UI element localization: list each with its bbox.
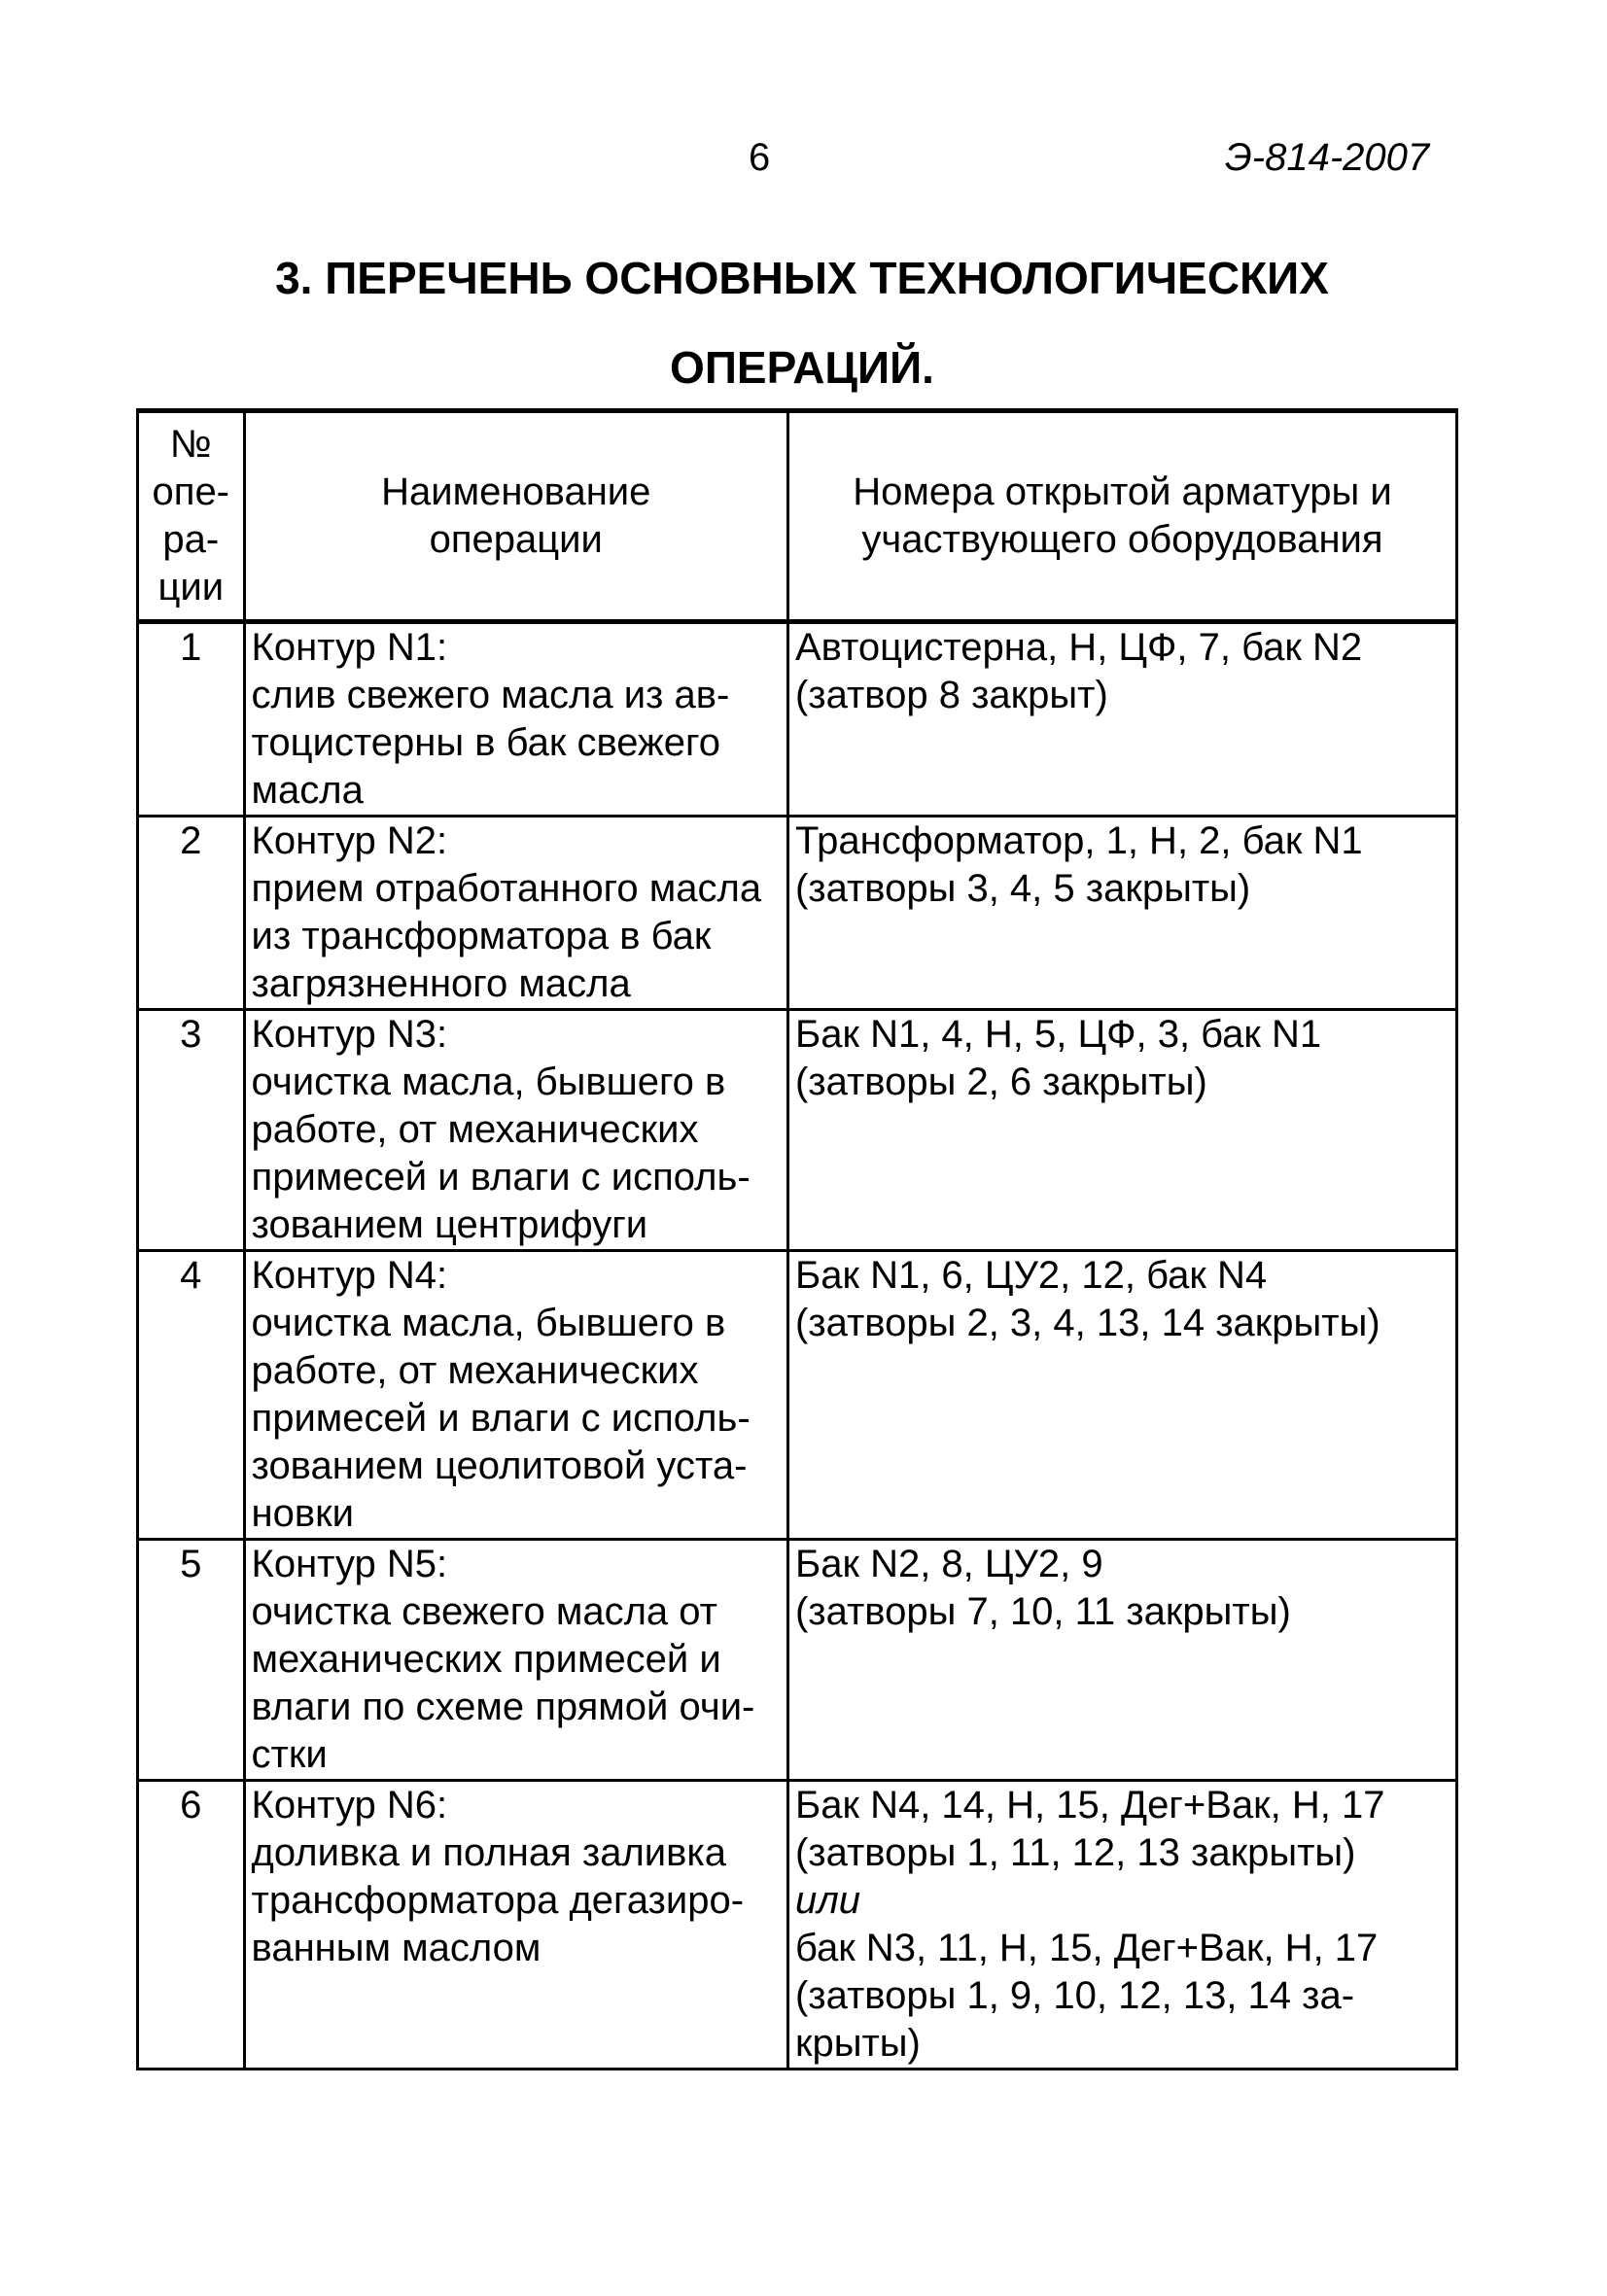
operation-number: 2 <box>138 817 245 1010</box>
text-line: Контур N6: <box>251 1784 448 1826</box>
text-line: Бак N1, 4, Н, 5, ЦФ, 3, бак N1 <box>794 1013 1322 1056</box>
text-line: загрязненного масла <box>251 962 631 1005</box>
text-line: Бак N1, 6, ЦУ2, 12, бак N4 <box>794 1254 1268 1297</box>
operation-name <box>244 622 787 817</box>
operation-name <box>244 1781 787 2070</box>
text-line: прием отработанного масла <box>251 867 762 910</box>
text-line: Контур N3: <box>251 1013 448 1056</box>
document-code: Э-814-2007 <box>1225 136 1430 179</box>
operations-table <box>136 408 1458 2070</box>
table-row <box>138 817 1457 1010</box>
operation-number: 5 <box>138 1540 245 1781</box>
text-line: работе, от механических <box>251 1108 699 1151</box>
text-line: очистка масла, бывшего в <box>251 1061 726 1103</box>
table-row <box>138 1251 1457 1540</box>
header-name-line: операции <box>429 518 603 561</box>
text-line: механических примесей и <box>251 1638 721 1681</box>
text-line: Бак N4, 14, Н, 15, Дег+Вак, Н, 17 <box>794 1784 1385 1826</box>
text-line-italic: или <box>794 1879 861 1922</box>
text-line: Контур N1: <box>251 626 448 669</box>
header-equipment <box>787 411 1456 622</box>
text-line: очистка свежего масла от <box>251 1590 717 1633</box>
header-number-line: ра- <box>162 518 220 561</box>
section-title <box>194 233 1410 412</box>
operation-name <box>244 1010 787 1251</box>
operation-equipment <box>787 1010 1456 1251</box>
table-row <box>138 622 1457 817</box>
text-line: очистка масла, бывшего в <box>251 1302 726 1344</box>
text-line: бак N3, 11, Н, 15, Дег+Вак, Н, 17 <box>794 1927 1379 1969</box>
text-line: Бак N2, 8, ЦУ2, 9 <box>794 1543 1103 1585</box>
operation-equipment <box>787 622 1456 817</box>
text-line: из трансформатора в бак <box>251 915 712 957</box>
table-row <box>138 1540 1457 1781</box>
operation-equipment <box>787 1251 1456 1540</box>
operation-name <box>244 1251 787 1540</box>
text-line: примесей и влаги с исполь- <box>251 1397 751 1440</box>
header-name-line: Наименование <box>381 470 651 513</box>
header-equipment-line: участвующего оборудования <box>861 518 1383 561</box>
section-title-line-1: 3. ПЕРЕЧЕНЬ ОСНОВНЫХ ТЕХНОЛОГИЧЕСКИХ <box>275 253 1329 303</box>
text-line: Автоцистерна, Н, ЦФ, 7, бак N2 <box>794 626 1363 669</box>
text-line: (затворы 2, 3, 4, 13, 14 закрыты) <box>794 1302 1380 1344</box>
header-operation-name <box>244 411 787 622</box>
page-number: 6 <box>749 136 771 179</box>
operation-number: 1 <box>138 622 245 817</box>
header-number-line: опе- <box>152 470 230 513</box>
text-line: стки <box>251 1733 328 1776</box>
text-line: Контур N5: <box>251 1543 448 1585</box>
text-line: тоцистерны в бак свежего <box>251 721 721 764</box>
header-number-line: ции <box>157 566 225 609</box>
text-line: зованием цеолитовой уста- <box>251 1444 748 1487</box>
operation-number: 3 <box>138 1010 245 1251</box>
operation-equipment <box>787 1781 1456 2070</box>
text-line: Трансформатор, 1, Н, 2, бак N1 <box>794 819 1363 862</box>
text-line: примесей и влаги с исполь- <box>251 1156 751 1199</box>
text-line: крыты) <box>794 2022 921 2065</box>
text-line: работе, от механических <box>251 1349 699 1392</box>
text-line: (затвор 8 закрыт) <box>794 674 1108 716</box>
text-line: слив свежего масла из ав- <box>251 674 730 716</box>
header-equipment-line: Номера открытой арматуры и <box>853 470 1392 513</box>
operation-name <box>244 1540 787 1781</box>
text-line: ванным маслом <box>251 1927 541 1969</box>
operation-name <box>244 817 787 1010</box>
text-line: (затворы 1, 11, 12, 13 закрыты) <box>794 1831 1356 1874</box>
text-line: доливка и полная заливка <box>251 1831 727 1874</box>
text-line: влаги по схеме прямой очи- <box>251 1686 755 1728</box>
text-line: (затворы 7, 10, 11 закрыты) <box>794 1590 1291 1633</box>
text-line: трансформатора дегазиро- <box>251 1879 745 1922</box>
text-line: (затворы 3, 4, 5 закрыты) <box>794 867 1251 910</box>
operation-number: 4 <box>138 1251 245 1540</box>
text-line: (затворы 1, 9, 10, 12, 13, 14 за- <box>794 1974 1355 2017</box>
section-title-line-2: ОПЕРАЦИЙ. <box>670 342 934 393</box>
operation-equipment <box>787 1540 1456 1781</box>
header-operation-number <box>138 411 245 622</box>
table-header-row <box>138 411 1457 622</box>
operation-equipment <box>787 817 1456 1010</box>
header-number-line: № <box>169 423 212 466</box>
text-line: масла <box>251 769 364 812</box>
text-line: Контур N2: <box>251 819 448 862</box>
text-line: зованием центрифуги <box>251 1203 648 1246</box>
table-row <box>138 1010 1457 1251</box>
table-row <box>138 1781 1457 2070</box>
text-line: (затворы 2, 6 закрыты) <box>794 1061 1207 1103</box>
text-line: новки <box>251 1492 354 1535</box>
operation-number: 6 <box>138 1781 245 2070</box>
text-line: Контур N4: <box>251 1254 448 1297</box>
